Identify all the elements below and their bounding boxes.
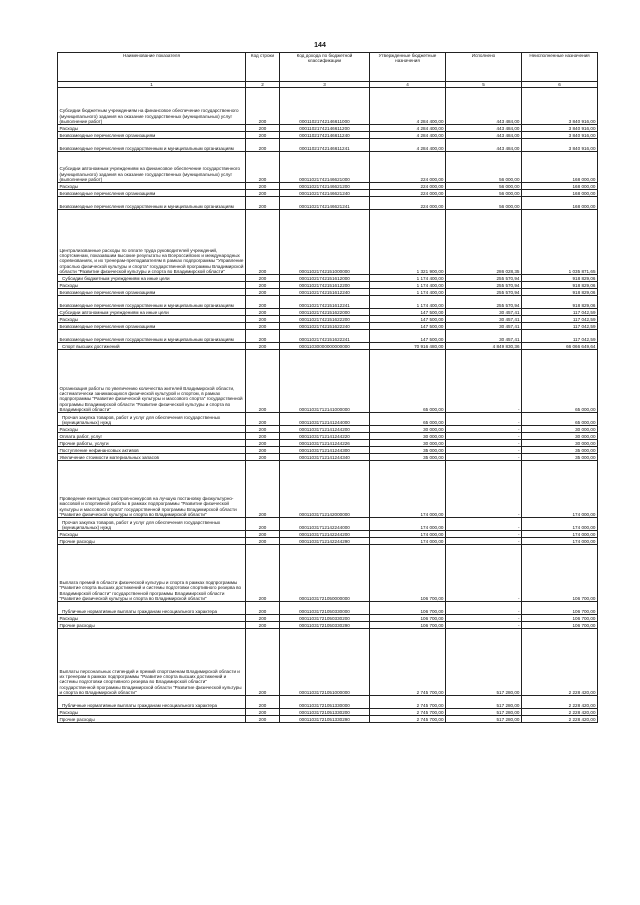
row-executed: - — [446, 413, 522, 426]
row-code: 200 — [246, 296, 280, 309]
row-unexecuted: 3 840 916,00 — [522, 132, 598, 139]
row-classification: 00011021742151612000 — [280, 275, 370, 282]
row-approved: 106 700,00 — [370, 622, 446, 629]
table-row — [58, 433, 598, 440]
row-code: 200 — [246, 545, 280, 602]
row-approved: 224 000,00 — [370, 190, 446, 197]
table-row — [58, 461, 598, 518]
row-approved: 2 745 700,00 — [370, 696, 446, 709]
row-unexecuted: 174 000,00 — [522, 461, 598, 518]
row-unexecuted: 117 042,59 — [522, 316, 598, 323]
row-unexecuted: 65 000,00 — [522, 413, 598, 426]
row-classification: 00011021742146611000 — [280, 88, 370, 125]
row-classification: 00011031721050330000 — [280, 602, 370, 615]
row-classification: 00011031712142244290 — [280, 538, 370, 545]
row-name: Безвозмездные перечисления организациям — [58, 289, 246, 296]
row-unexecuted: 168 000,00 — [522, 197, 598, 210]
row-name: Публичные нормативные выплаты гражданам несоциального характера — [58, 602, 246, 615]
row-code: 200 — [246, 696, 280, 709]
table-row — [58, 210, 598, 275]
table-row — [58, 330, 598, 343]
row-unexecuted: 168 000,00 — [522, 190, 598, 197]
row-approved: 4 284 400,00 — [370, 88, 446, 125]
row-unexecuted: 3 840 916,00 — [522, 125, 598, 132]
page-number: 144 — [314, 42, 326, 49]
row-code: 200 — [246, 413, 280, 426]
row-executed: - — [446, 447, 522, 454]
row-name: Безвозмездные перечисления организациям — [58, 190, 246, 197]
table-body — [58, 88, 598, 723]
table-row — [58, 323, 598, 330]
table-row — [58, 152, 598, 183]
row-unexecuted: 117 042,59 — [522, 323, 598, 330]
row-name: Расходы — [58, 709, 246, 716]
table-row — [58, 454, 598, 461]
column-number: 6 — [522, 82, 598, 88]
row-code: 200 — [246, 323, 280, 330]
row-classification: 00011031712141000000 — [280, 350, 370, 413]
row-approved: 1 174 400,00 — [370, 296, 446, 309]
table-row — [58, 413, 598, 426]
row-classification: 00011021742146621241 — [280, 197, 370, 210]
row-executed: - — [446, 461, 522, 518]
row-name: Безвозмездные перечисления государственным и муниципальным организациям — [58, 139, 246, 152]
row-classification: 00011031721051330200 — [280, 709, 370, 716]
row-executed: 517 280,00 — [446, 709, 522, 716]
table-row — [58, 183, 598, 190]
row-classification: 00011021742151622200 — [280, 316, 370, 323]
column-number: 3 — [280, 82, 370, 88]
row-name: Расходы — [58, 282, 246, 289]
row-name: Прочая закупка товаров, работ и услуг для обеспечения государственных (муниципальных) нужд — [58, 518, 246, 531]
row-name: Увеличение стоимости материальных запасов — [58, 454, 246, 461]
header-classification: Код дохода по бюджетной классификации — [280, 53, 370, 82]
row-name: Проведение ежегодных смотров-конкурсов на лучшую постановку физкультурно-массовой и спортивной работы в рамках подпрограммы "Развитие физической культуры и массового спорта" государственной программы Владимирской области "Развитие физической культуры и спорта во Владимирской области" — [58, 461, 246, 518]
row-unexecuted: 30 000,00 — [522, 433, 598, 440]
row-name: Прочие работы, услуги — [58, 440, 246, 447]
row-approved: 224 000,00 — [370, 183, 446, 190]
row-unexecuted: 30 000,00 — [522, 440, 598, 447]
row-unexecuted: 168 000,00 — [522, 183, 598, 190]
row-name: Расходы — [58, 183, 246, 190]
row-executed: 517 280,00 — [446, 696, 522, 709]
budget-execution-table — [57, 52, 598, 723]
row-name: Субсидии бюджетным учреждениям на финансовое обеспечение государственного (муниципального) задания на оказание государственных (муниципальных) услуг (выполнение работ) — [58, 88, 246, 125]
row-approved: 2 745 700,00 — [370, 716, 446, 723]
row-approved: 30 000,00 — [370, 433, 446, 440]
row-unexecuted: 35 000,00 — [522, 447, 598, 454]
header-approved: Утвержденные бюджетные назначения — [370, 53, 446, 82]
row-classification: 00011031712142000000 — [280, 461, 370, 518]
table-row — [58, 132, 598, 139]
row-code: 200 — [246, 518, 280, 531]
row-code: 200 — [246, 615, 280, 622]
row-code: 200 — [246, 709, 280, 716]
row-code: 200 — [246, 426, 280, 433]
row-classification: 00011031721051000000 — [280, 629, 370, 696]
row-executed: 517 280,00 — [446, 716, 522, 723]
row-classification: 00011021742146611240 — [280, 132, 370, 139]
row-unexecuted: 35 000,00 — [522, 454, 598, 461]
row-classification: 00011021742151622240 — [280, 323, 370, 330]
row-classification: 00011031721050000000 — [280, 545, 370, 602]
table-row — [58, 316, 598, 323]
row-executed: 286 028,35 — [446, 210, 522, 275]
row-executed: - — [446, 622, 522, 629]
row-code: 200 — [246, 440, 280, 447]
row-unexecuted: 174 000,00 — [522, 538, 598, 545]
table-row — [58, 615, 598, 622]
row-approved: 174 000,00 — [370, 518, 446, 531]
row-unexecuted: 106 700,00 — [522, 602, 598, 615]
row-classification: 00011031721050330200 — [280, 615, 370, 622]
row-code: 200 — [246, 433, 280, 440]
table-row — [58, 197, 598, 210]
row-classification: 00011031712141244000 — [280, 413, 370, 426]
row-unexecuted: 66 066 649,64 — [522, 343, 598, 350]
row-unexecuted: 918 829,06 — [522, 275, 598, 282]
row-executed: - — [446, 531, 522, 538]
row-approved: 2 745 700,00 — [370, 709, 446, 716]
row-approved: 147 500,00 — [370, 309, 446, 316]
row-approved: 106 700,00 — [370, 615, 446, 622]
row-approved: 174 000,00 — [370, 531, 446, 538]
table-row — [58, 350, 598, 413]
row-approved: 147 500,00 — [370, 330, 446, 343]
row-code: 200 — [246, 461, 280, 518]
row-executed: 30 457,41 — [446, 323, 522, 330]
row-approved: 147 500,00 — [370, 323, 446, 330]
row-classification: 00011030000000000000 — [280, 343, 370, 350]
row-code: 200 — [246, 152, 280, 183]
table-row — [58, 538, 598, 545]
row-executed: 30 457,41 — [446, 330, 522, 343]
row-executed: 56 000,00 — [446, 152, 522, 183]
row-classification: 00011031721050330290 — [280, 622, 370, 629]
row-code: 200 — [246, 622, 280, 629]
row-name: Прочие расходы — [58, 716, 246, 723]
row-code: 200 — [246, 447, 280, 454]
column-number: 5 — [446, 82, 522, 88]
table-row — [58, 296, 598, 309]
row-classification: 00011031721051330000 — [280, 696, 370, 709]
table-row — [58, 139, 598, 152]
row-executed: 56 000,00 — [446, 183, 522, 190]
row-approved: 224 000,00 — [370, 197, 446, 210]
row-name: Безвозмездные перечисления организациям — [58, 132, 246, 139]
table-row — [58, 696, 598, 709]
row-approved: 4 284 400,00 — [370, 125, 446, 132]
row-unexecuted: 918 829,06 — [522, 289, 598, 296]
row-name: Публичные нормативные выплаты гражданам несоциального характера — [58, 696, 246, 709]
row-executed: 255 570,94 — [446, 296, 522, 309]
row-approved: 4 284 400,00 — [370, 132, 446, 139]
row-classification: 00011021742146621200 — [280, 183, 370, 190]
row-classification: 00011021742151612240 — [280, 289, 370, 296]
row-unexecuted: 2 228 420,00 — [522, 709, 598, 716]
row-unexecuted: 168 000,00 — [522, 152, 598, 183]
row-code: 200 — [246, 190, 280, 197]
row-unexecuted: 918 829,06 — [522, 296, 598, 309]
row-unexecuted: 65 000,00 — [522, 350, 598, 413]
table-row — [58, 545, 598, 602]
row-code: 200 — [246, 132, 280, 139]
row-classification: 00011021742151612241 — [280, 296, 370, 309]
row-name: Расходы — [58, 615, 246, 622]
table-row — [58, 629, 598, 696]
table-row — [58, 289, 598, 296]
row-approved: 65 000,00 — [370, 413, 446, 426]
table-row — [58, 447, 598, 454]
row-code: 200 — [246, 629, 280, 696]
row-classification: 00011021742151000000 — [280, 210, 370, 275]
header-code: Код строки — [246, 53, 280, 82]
row-name: Прочая закупка товаров, работ и услуг для обеспечения государственных (муниципальных) нужд — [58, 413, 246, 426]
row-unexecuted: 3 840 916,00 — [522, 139, 598, 152]
column-number: 1 — [58, 82, 246, 88]
row-name: Субсидии автономным учреждениям на иные цели — [58, 309, 246, 316]
row-unexecuted: 117 042,59 — [522, 330, 598, 343]
row-unexecuted: 106 700,00 — [522, 622, 598, 629]
row-approved: 1 174 400,00 — [370, 282, 446, 289]
row-executed: - — [446, 426, 522, 433]
row-code: 200 — [246, 289, 280, 296]
row-classification: 00011031721051330290 — [280, 716, 370, 723]
row-code: 200 — [246, 343, 280, 350]
row-approved: 4 284 400,00 — [370, 139, 446, 152]
row-executed: - — [446, 350, 522, 413]
row-name: Безвозмездные перечисления организациям — [58, 323, 246, 330]
row-approved: 30 000,00 — [370, 440, 446, 447]
row-unexecuted: 3 840 916,00 — [522, 88, 598, 125]
row-name: Расходы — [58, 316, 246, 323]
table-row — [58, 282, 598, 289]
row-classification: 00011021742151612200 — [280, 282, 370, 289]
row-unexecuted: 174 000,00 — [522, 531, 598, 538]
row-unexecuted: 2 228 420,00 — [522, 716, 598, 723]
row-name: Безвозмездные перечисления государственным и муниципальным организациям — [58, 197, 246, 210]
row-unexecuted: 117 042,59 — [522, 309, 598, 316]
row-classification: 00011021742151622000 — [280, 309, 370, 316]
row-name: Выплата премий в области физической культуры и спорта в рамках подпрограммы "Развитие спорта высших достижений и системы подготовки спортивного резерва во Владимирской области" государственной программы Владимирской области "Развитие физической культуры и спорта во Владимирской области" — [58, 545, 246, 602]
row-approved: 2 745 700,00 — [370, 629, 446, 696]
row-code: 200 — [246, 602, 280, 615]
row-executed: - — [446, 440, 522, 447]
table-row — [58, 125, 598, 132]
row-code: 200 — [246, 210, 280, 275]
row-name: Расходы — [58, 426, 246, 433]
row-name: Расходы — [58, 531, 246, 538]
row-name: Оплата работ, услуг — [58, 433, 246, 440]
table-row — [58, 275, 598, 282]
table-row — [58, 343, 598, 350]
row-approved: 1 321 900,00 — [370, 210, 446, 275]
row-executed: 56 000,00 — [446, 197, 522, 210]
row-name: Прочие расходы — [58, 538, 246, 545]
row-code: 200 — [246, 531, 280, 538]
row-approved: 106 700,00 — [370, 602, 446, 615]
header-executed: Исполнено — [446, 53, 522, 82]
row-approved: 65 000,00 — [370, 350, 446, 413]
row-executed: 255 570,94 — [446, 289, 522, 296]
row-executed: - — [446, 433, 522, 440]
table-row — [58, 518, 598, 531]
row-executed: - — [446, 545, 522, 602]
row-executed: 30 457,41 — [446, 309, 522, 316]
row-approved: 1 174 400,00 — [370, 275, 446, 282]
row-name: Расходы — [58, 125, 246, 132]
table-row — [58, 88, 598, 125]
row-executed: 443 484,00 — [446, 139, 522, 152]
row-name: Субсидии бюджетным учреждениям на иные цели — [58, 275, 246, 282]
row-classification: 00011031712141244226 — [280, 440, 370, 447]
row-name: Прочие расходы — [58, 622, 246, 629]
table-row — [58, 709, 598, 716]
row-code: 200 — [246, 183, 280, 190]
row-classification: 00011021742146621240 — [280, 190, 370, 197]
row-executed: - — [446, 538, 522, 545]
column-number: 4 — [370, 82, 446, 88]
row-unexecuted: 30 000,00 — [522, 426, 598, 433]
row-unexecuted: 106 700,00 — [522, 615, 598, 622]
row-code: 200 — [246, 139, 280, 152]
row-approved: 35 000,00 — [370, 454, 446, 461]
row-code: 200 — [246, 197, 280, 210]
table-row — [58, 622, 598, 629]
row-name: Субсидии автономным учреждениям на финансовое обеспечение государственного (муниципального) задания на оказание государственных (муниципальных) услуг (выполнение работ) — [58, 152, 246, 183]
row-code: 200 — [246, 125, 280, 132]
row-executed: 56 000,00 — [446, 190, 522, 197]
row-executed: - — [446, 454, 522, 461]
row-executed: - — [446, 602, 522, 615]
row-approved: 35 000,00 — [370, 447, 446, 454]
row-name: Централизованные расходы по оплате труда руководителей учреждений, спортсменам, показавшим высокие результаты на Всероссийских и международных соревнованиях, и их тренерам-преподавателям в рамках подпрограммы "Управление отраслью физической культуры и спорта" государственной программы Владимирской области "Развитие физической культуры и спорта во Владимирской области" — [58, 210, 246, 275]
table-row — [58, 426, 598, 433]
table-row — [58, 309, 598, 316]
row-code: 200 — [246, 275, 280, 282]
row-name: Выплаты персональных стипендий и премий спортсменам Владимирской области и их тренерам в рамках подпрограммы "Развитие спорта высших достижений и системы подготовки спортивного резерва во Владимирской области" государственной программы Владимирской области "Развитие физической культуры и спорта во Владимирской области" — [58, 629, 246, 696]
row-executed: 443 484,00 — [446, 88, 522, 125]
table-row — [58, 716, 598, 723]
row-code: 200 — [246, 330, 280, 343]
row-classification: 00011031712141244200 — [280, 426, 370, 433]
row-code: 200 — [246, 538, 280, 545]
row-executed: 4 849 830,36 — [446, 343, 522, 350]
row-approved: 70 916 480,00 — [370, 343, 446, 350]
row-approved: 224 000,00 — [370, 152, 446, 183]
row-executed: 255 570,94 — [446, 282, 522, 289]
row-name: Безвозмездные перечисления государственным и муниципальным организациям — [58, 330, 246, 343]
row-approved: 30 000,00 — [370, 426, 446, 433]
row-name: Безвозмездные перечисления государственным и муниципальным организациям — [58, 296, 246, 309]
row-code: 200 — [246, 716, 280, 723]
row-approved: 174 000,00 — [370, 538, 446, 545]
row-classification: 00011021742151622241 — [280, 330, 370, 343]
row-executed: 255 570,94 — [446, 275, 522, 282]
row-classification: 00011021742146611241 — [280, 139, 370, 152]
row-classification: 00011031712141244220 — [280, 433, 370, 440]
table-row — [58, 440, 598, 447]
row-unexecuted: 174 000,00 — [522, 518, 598, 531]
row-unexecuted: 918 829,06 — [522, 282, 598, 289]
row-classification: 00011031712142244200 — [280, 531, 370, 538]
column-number: 2 — [246, 82, 280, 88]
header-name: Наименование показателя — [58, 53, 246, 82]
row-code: 200 — [246, 350, 280, 413]
row-executed: - — [446, 518, 522, 531]
row-executed: 443 484,00 — [446, 125, 522, 132]
row-classification: 00011031712141244340 — [280, 454, 370, 461]
row-classification: 00011031712141244300 — [280, 447, 370, 454]
row-approved: 106 700,00 — [370, 545, 446, 602]
row-approved: 1 174 400,00 — [370, 289, 446, 296]
row-executed: - — [446, 615, 522, 622]
row-code: 200 — [246, 88, 280, 125]
row-code: 200 — [246, 282, 280, 289]
row-approved: 147 500,00 — [370, 316, 446, 323]
table-row — [58, 531, 598, 538]
row-classification: 00011021742146611200 — [280, 125, 370, 132]
row-approved: 174 000,00 — [370, 461, 446, 518]
row-unexecuted: 2 228 420,00 — [522, 629, 598, 696]
row-name: Поступление нефинансовых активов — [58, 447, 246, 454]
header-unexecuted: Неисполненные назначения — [522, 53, 598, 82]
row-unexecuted: 2 228 420,00 — [522, 696, 598, 709]
row-code: 200 — [246, 316, 280, 323]
row-executed: 517 280,00 — [446, 629, 522, 696]
header-row — [58, 53, 598, 82]
row-code: 200 — [246, 309, 280, 316]
row-executed: 30 457,41 — [446, 316, 522, 323]
row-name: Организация работы по увеличению количества жителей Владимирской области, систематически занимающихся физической культурой и спортом, в рамках подпрограммы "Развитие физической культуры и массового спорта" государственной программы Владимирской области "Развитие физической культуры и спорта во Владимирской области" — [58, 350, 246, 413]
table-row — [58, 602, 598, 615]
row-unexecuted: 1 035 871,65 — [522, 210, 598, 275]
row-executed: 443 484,00 — [446, 132, 522, 139]
row-code: 200 — [246, 454, 280, 461]
row-unexecuted: 106 700,00 — [522, 545, 598, 602]
table-row — [58, 190, 598, 197]
row-name: Спорт высших достижений — [58, 343, 246, 350]
row-classification: 00011031712142244000 — [280, 518, 370, 531]
row-classification: 00011021742146621000 — [280, 152, 370, 183]
